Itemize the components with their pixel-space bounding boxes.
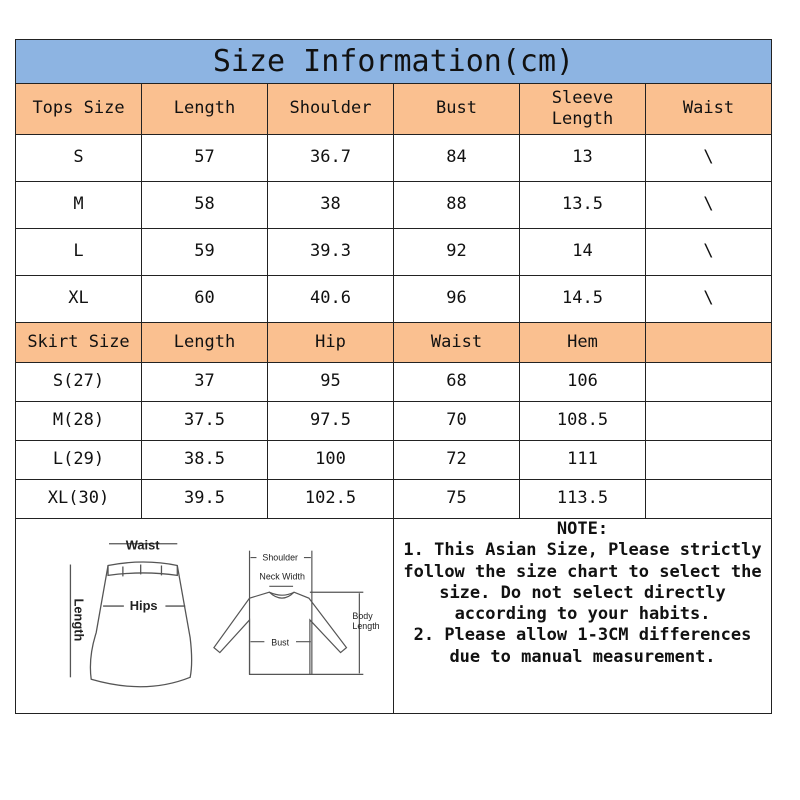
table-cell [646,363,772,402]
table-row [16,480,772,519]
table-cell: 39.3 [268,229,394,276]
table-cell: 84 [394,135,520,182]
table-cell: M(28) [16,402,142,441]
table-cell: XL [16,276,142,323]
table-row [16,441,772,480]
table-cell: 59 [142,229,268,276]
note-title: NOTE: [556,519,609,539]
note-line: 1. This Asian Size, Please strictly [403,540,762,561]
table-row [16,402,772,441]
table-cell: Length [142,323,268,363]
body-length-label-1: Body [351,610,373,621]
table-cell: Bust [394,84,520,135]
table-row [16,135,772,182]
neck-width-label: Neck Width [258,571,305,582]
length-label: Length [70,598,86,642]
measurement-diagram [16,519,394,714]
tops-header-row [16,84,772,135]
size-chart-table [15,39,772,714]
table-cell: 111 [520,441,646,480]
table-cell: Skirt Size [16,323,142,363]
table-cell: S [16,135,142,182]
table-cell: 97.5 [268,402,394,441]
table-cell [646,402,772,441]
table-cell: 113.5 [520,480,646,519]
shoulder-label: Shoulder [261,552,298,563]
table-cell: \ [646,135,772,182]
table-cell: L(29) [16,441,142,480]
note-line: 2. Please allow 1-3CM differences [413,625,752,646]
table-cell: 39.5 [142,480,268,519]
table-cell: 40.6 [268,276,394,323]
tops-body [16,135,772,323]
note-line: size. Do not select directly [439,582,726,603]
table-cell [646,441,772,480]
table-cell: Hem [520,323,646,363]
bust-label: Bust [270,637,289,648]
table-row [16,276,772,323]
note-line: according to your habits. [454,604,711,624]
table-cell: XL(30) [16,480,142,519]
table-row [16,182,772,229]
table-cell: 58 [142,182,268,229]
chart-title: Size Information(cm) [16,40,772,84]
table-cell [646,480,772,519]
skirt-diagram [70,544,191,687]
table-cell: 38.5 [142,441,268,480]
top-diagram [213,551,362,675]
table-cell: 92 [394,229,520,276]
table-cell: 14 [520,229,646,276]
table-cell: \ [646,182,772,229]
table-cell: 38 [268,182,394,229]
table-cell: 106 [520,363,646,402]
waist-label: Waist [125,537,160,553]
table-cell: 60 [142,276,268,323]
table-cell: 96 [394,276,520,323]
table-cell: M [16,182,142,229]
skirt-header-row [16,323,772,363]
table-cell: 95 [268,363,394,402]
table-cell: 37.5 [142,402,268,441]
note-section [394,519,772,714]
table-cell: 72 [394,441,520,480]
table-cell: 68 [394,363,520,402]
table-cell: Sleeve Length [520,84,646,135]
table-cell: S(27) [16,363,142,402]
table-cell: Hip [268,323,394,363]
note-line: follow the size chart to select the [403,561,762,582]
hips-label: Hips [129,598,158,614]
table-cell: Waist [394,323,520,363]
table-cell: \ [646,276,772,323]
table-cell: \ [646,229,772,276]
table-cell: 13 [520,135,646,182]
table-cell: 37 [142,363,268,402]
table-cell: Tops Size [16,84,142,135]
note-line: due to manual measurement. [449,646,716,667]
measurement-illustration [17,519,393,707]
table-cell: 13.5 [520,182,646,229]
table-cell: L [16,229,142,276]
table-cell: 100 [268,441,394,480]
table-row [16,229,772,276]
table-cell: Length [142,84,268,135]
body-length-label-2: Length [351,620,380,631]
table-cell: 102.5 [268,480,394,519]
table-cell: Waist [646,84,772,135]
table-row [16,363,772,402]
table-cell: 108.5 [520,402,646,441]
table-cell: Shoulder [268,84,394,135]
skirt-body [16,363,772,519]
table-cell: 36.7 [268,135,394,182]
table-cell: 70 [394,402,520,441]
table-cell: 14.5 [520,276,646,323]
table-cell [646,323,772,363]
table-cell: 57 [142,135,268,182]
table-cell: 88 [394,182,520,229]
table-cell: 75 [394,480,520,519]
